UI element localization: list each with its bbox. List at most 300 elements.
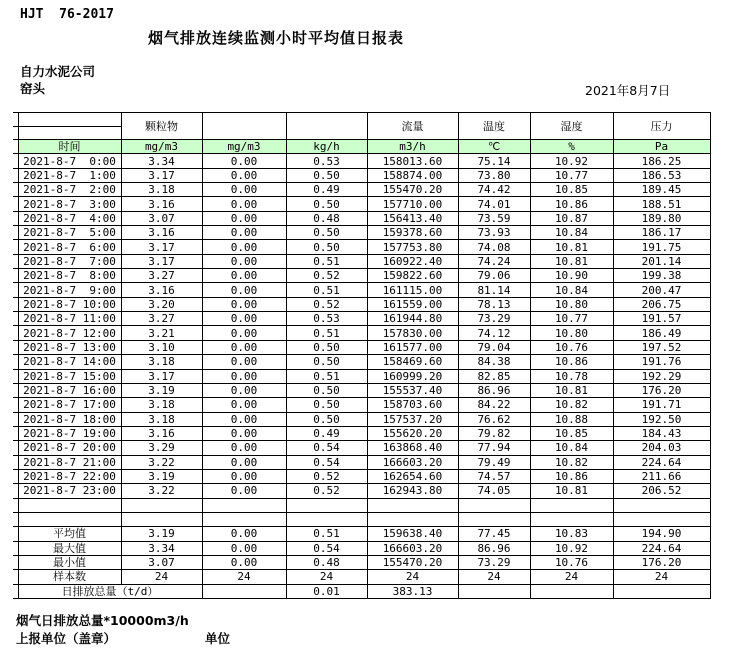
summary-value-cell: 24 [367, 570, 458, 584]
value-cell: 3.20 [121, 297, 202, 311]
table-row [13, 455, 710, 469]
time-cell: 2021-8-7 7:00 [18, 254, 121, 268]
corner-cell-bottom [18, 126, 121, 140]
col-header-temperature: 温度 [458, 113, 530, 140]
table-row [13, 340, 710, 354]
table-row [13, 469, 710, 483]
value-cell: 3.34 [121, 154, 202, 168]
time-cell: 2021-8-7 3:00 [18, 197, 121, 211]
value-cell: 75.14 [458, 154, 530, 168]
value-cell: 74.08 [458, 240, 530, 254]
spacer-row [13, 512, 710, 526]
summary-value-cell: 24 [286, 570, 367, 584]
value-cell: 192.50 [613, 412, 710, 426]
summary-value-cell: 0.51 [286, 527, 367, 541]
empty-cell [202, 584, 286, 598]
value-cell: 0.00 [202, 326, 286, 340]
value-cell: 0.50 [286, 197, 367, 211]
time-cell: 2021-8-7 10:00 [18, 297, 121, 311]
value-cell: 84.22 [458, 398, 530, 412]
value-cell: 0.00 [202, 340, 286, 354]
value-cell: 0.00 [202, 226, 286, 240]
value-cell: 204.03 [613, 441, 710, 455]
value-cell: 159822.60 [367, 269, 458, 283]
time-cell: 2021-8-7 6:00 [18, 240, 121, 254]
corner-cell-top [18, 113, 121, 127]
summary-value-cell: 194.90 [613, 527, 710, 541]
empty-cell [202, 498, 286, 512]
value-cell: 81.14 [458, 283, 530, 297]
daily-total-volume: 383.13 [367, 584, 458, 598]
unit-kg-h: kg/h [286, 140, 367, 154]
summary-label: 最大值 [18, 541, 121, 555]
value-cell: 0.52 [286, 297, 367, 311]
summary-value-cell: 10.76 [530, 555, 613, 569]
value-cell: 3.21 [121, 326, 202, 340]
value-cell: 0.00 [202, 412, 286, 426]
value-cell: 3.19 [121, 383, 202, 397]
value-cell: 79.49 [458, 455, 530, 469]
value-cell: 3.17 [121, 254, 202, 268]
value-cell: 3.17 [121, 168, 202, 182]
value-cell: 79.04 [458, 340, 530, 354]
emission-total-note: 烟气日排放总量*10000m3/h [16, 613, 189, 628]
value-cell: 84.38 [458, 355, 530, 369]
spacer-row [13, 498, 710, 512]
value-cell: 158469.60 [367, 355, 458, 369]
value-cell: 157753.80 [367, 240, 458, 254]
value-cell: 166603.20 [367, 455, 458, 469]
time-cell: 2021-8-7 17:00 [18, 398, 121, 412]
value-cell: 0.49 [286, 183, 367, 197]
empty-cell [121, 512, 202, 526]
summary-value-cell: 77.45 [458, 527, 530, 541]
summary-value-cell: 3.07 [121, 555, 202, 569]
summary-label: 最小值 [18, 555, 121, 569]
value-cell: 73.29 [458, 312, 530, 326]
time-column-header: 时间 [18, 140, 121, 154]
summary-value-cell: 0.54 [286, 541, 367, 555]
value-cell: 0.51 [286, 369, 367, 383]
col-header-flow: 流量 [367, 113, 458, 140]
value-cell: 10.81 [530, 484, 613, 498]
time-cell: 2021-8-7 16:00 [18, 383, 121, 397]
value-cell: 76.62 [458, 412, 530, 426]
value-cell: 0.00 [202, 183, 286, 197]
value-cell: 10.84 [530, 226, 613, 240]
table-row [13, 355, 710, 369]
value-cell: 189.45 [613, 183, 710, 197]
value-cell: 176.20 [613, 383, 710, 397]
summary-value-cell: 10.92 [530, 541, 613, 555]
value-cell: 10.86 [530, 355, 613, 369]
value-cell: 0.00 [202, 269, 286, 283]
value-cell: 0.00 [202, 168, 286, 182]
value-cell: 10.85 [530, 426, 613, 440]
value-cell: 10.76 [530, 340, 613, 354]
value-cell: 186.49 [613, 326, 710, 340]
value-cell: 73.59 [458, 211, 530, 225]
value-cell: 10.78 [530, 369, 613, 383]
time-cell: 2021-8-7 4:00 [18, 211, 121, 225]
col-header-blank-2 [286, 113, 367, 140]
summary-value-cell: 24 [613, 570, 710, 584]
value-cell: 0.54 [286, 455, 367, 469]
value-cell: 211.66 [613, 469, 710, 483]
value-cell: 0.00 [202, 383, 286, 397]
value-cell: 157537.20 [367, 412, 458, 426]
empty-cell [530, 584, 613, 598]
value-cell: 0.51 [286, 326, 367, 340]
time-cell: 2021-8-7 14:00 [18, 355, 121, 369]
value-cell: 159378.60 [367, 226, 458, 240]
value-cell: 161559.00 [367, 297, 458, 311]
value-cell: 0.51 [286, 283, 367, 297]
value-cell: 10.82 [530, 398, 613, 412]
value-cell: 10.80 [530, 297, 613, 311]
empty-cell [613, 584, 710, 598]
value-cell: 10.85 [530, 183, 613, 197]
summary-value-cell: 166603.20 [367, 541, 458, 555]
time-cell: 2021-8-7 15:00 [18, 369, 121, 383]
table-row [13, 297, 710, 311]
value-cell: 3.10 [121, 340, 202, 354]
value-cell: 3.17 [121, 369, 202, 383]
value-cell: 3.22 [121, 455, 202, 469]
value-cell: 160999.20 [367, 369, 458, 383]
page-title: 烟气排放连续监测小时平均值日报表 [148, 29, 405, 47]
value-cell: 74.12 [458, 326, 530, 340]
col-header-particulate: 颗粒物 [121, 113, 202, 140]
value-cell: 199.38 [613, 269, 710, 283]
value-cell: 186.25 [613, 154, 710, 168]
value-cell: 0.00 [202, 312, 286, 326]
table-row [13, 226, 710, 240]
value-cell: 224.64 [613, 455, 710, 469]
time-cell: 2021-8-7 8:00 [18, 269, 121, 283]
value-cell: 3.16 [121, 283, 202, 297]
value-cell: 0.00 [202, 369, 286, 383]
value-cell: 0.00 [202, 484, 286, 498]
value-cell: 186.53 [613, 168, 710, 182]
time-cell: 2021-8-7 2:00 [18, 183, 121, 197]
value-cell: 0.54 [286, 441, 367, 455]
value-cell: 10.92 [530, 154, 613, 168]
value-cell: 163868.40 [367, 441, 458, 455]
value-cell: 0.00 [202, 398, 286, 412]
value-cell: 0.52 [286, 469, 367, 483]
value-cell: 3.07 [121, 211, 202, 225]
value-cell: 161577.00 [367, 340, 458, 354]
value-cell: 191.57 [613, 312, 710, 326]
table-row [13, 441, 710, 455]
table-row [13, 183, 710, 197]
value-cell: 3.16 [121, 426, 202, 440]
value-cell: 3.16 [121, 197, 202, 211]
table-row [13, 369, 710, 383]
empty-cell [530, 498, 613, 512]
value-cell: 0.00 [202, 283, 286, 297]
table-row [13, 197, 710, 211]
value-cell: 158013.60 [367, 154, 458, 168]
value-cell: 161944.80 [367, 312, 458, 326]
summary-value-cell: 10.83 [530, 527, 613, 541]
value-cell: 186.17 [613, 226, 710, 240]
value-cell: 0.50 [286, 398, 367, 412]
value-cell: 0.50 [286, 240, 367, 254]
table-row [13, 283, 710, 297]
value-cell: 155620.20 [367, 426, 458, 440]
value-cell: 10.81 [530, 383, 613, 397]
summary-value-cell: 0.00 [202, 527, 286, 541]
value-cell: 10.82 [530, 455, 613, 469]
time-cell: 2021-8-7 19:00 [18, 426, 121, 440]
value-cell: 3.27 [121, 269, 202, 283]
value-cell: 10.87 [530, 211, 613, 225]
value-cell: 3.18 [121, 355, 202, 369]
empty-cell [530, 512, 613, 526]
value-cell: 184.43 [613, 426, 710, 440]
table-row [13, 484, 710, 498]
empty-cell [18, 512, 121, 526]
time-cell: 2021-8-7 23:00 [18, 484, 121, 498]
value-cell: 3.19 [121, 469, 202, 483]
value-cell: 74.05 [458, 484, 530, 498]
value-cell: 200.47 [613, 283, 710, 297]
empty-cell [286, 498, 367, 512]
value-cell: 79.06 [458, 269, 530, 283]
unit-pa: Pa [613, 140, 710, 154]
time-cell: 2021-8-7 9:00 [18, 283, 121, 297]
summary-value-cell: 73.29 [458, 555, 530, 569]
value-cell: 73.93 [458, 226, 530, 240]
summary-row [13, 541, 710, 555]
pollutant-header-row [13, 113, 710, 127]
col-header-blank-1 [202, 113, 286, 140]
value-cell: 82.85 [458, 369, 530, 383]
unit-percent: % [530, 140, 613, 154]
summary-value-cell: 24 [121, 570, 202, 584]
time-cell: 2021-8-7 20:00 [18, 441, 121, 455]
value-cell: 74.42 [458, 183, 530, 197]
summary-value-cell: 3.34 [121, 541, 202, 555]
value-cell: 158703.60 [367, 398, 458, 412]
report-date: 2021年8月7日 [585, 83, 671, 98]
value-cell: 0.00 [202, 455, 286, 469]
hourly-data-section [13, 154, 710, 498]
summary-row [13, 555, 710, 569]
empty-cell [458, 498, 530, 512]
empty-cell [121, 498, 202, 512]
value-cell: 74.01 [458, 197, 530, 211]
value-cell: 10.86 [530, 197, 613, 211]
daily-total-mass: 0.01 [286, 584, 367, 598]
value-cell: 10.81 [530, 254, 613, 268]
summary-value-cell: 24 [458, 570, 530, 584]
value-cell: 189.80 [613, 211, 710, 225]
value-cell: 3.18 [121, 183, 202, 197]
value-cell: 0.00 [202, 154, 286, 168]
value-cell: 0.00 [202, 355, 286, 369]
value-cell: 74.24 [458, 254, 530, 268]
value-cell: 0.00 [202, 211, 286, 225]
summary-value-cell: 159638.40 [367, 527, 458, 541]
summary-label: 平均值 [18, 527, 121, 541]
value-cell: 0.51 [286, 254, 367, 268]
time-cell: 2021-8-7 13:00 [18, 340, 121, 354]
value-cell: 10.84 [530, 283, 613, 297]
value-cell: 0.00 [202, 197, 286, 211]
value-cell: 191.75 [613, 240, 710, 254]
time-cell: 2021-8-7 1:00 [18, 168, 121, 182]
value-cell: 77.94 [458, 441, 530, 455]
value-cell: 3.18 [121, 412, 202, 426]
value-cell: 201.14 [613, 254, 710, 268]
value-cell: 206.75 [613, 297, 710, 311]
value-cell: 74.57 [458, 469, 530, 483]
value-cell: 191.71 [613, 398, 710, 412]
summary-value-cell: 24 [530, 570, 613, 584]
value-cell: 10.90 [530, 269, 613, 283]
daily-total-label: 日排放总量（t/d） [18, 584, 202, 598]
unit-mg-m3-a: mg/m3 [121, 140, 202, 154]
table-row [13, 211, 710, 225]
value-cell: 78.13 [458, 297, 530, 311]
empty-cell [286, 512, 367, 526]
table-row [13, 240, 710, 254]
value-cell: 0.50 [286, 412, 367, 426]
value-cell: 3.22 [121, 484, 202, 498]
value-cell: 0.53 [286, 154, 367, 168]
value-cell: 0.52 [286, 484, 367, 498]
table-row [13, 383, 710, 397]
value-cell: 0.49 [286, 426, 367, 440]
value-cell: 0.48 [286, 211, 367, 225]
daily-total-section [13, 584, 710, 598]
value-cell: 197.52 [613, 340, 710, 354]
time-cell: 2021-8-7 12:00 [18, 326, 121, 340]
table-row [13, 398, 710, 412]
unit-m3-h: m3/h [367, 140, 458, 154]
value-cell: 0.50 [286, 383, 367, 397]
value-cell: 73.80 [458, 168, 530, 182]
report-table [13, 112, 711, 599]
summary-row [13, 570, 710, 584]
value-cell: 0.50 [286, 168, 367, 182]
time-cell: 2021-8-7 5:00 [18, 226, 121, 240]
value-cell: 3.17 [121, 240, 202, 254]
empty-cell [367, 498, 458, 512]
empty-cell [613, 512, 710, 526]
summary-value-cell: 224.64 [613, 541, 710, 555]
company-name: 自力水泥公司 [20, 64, 96, 79]
time-cell: 2021-8-7 22:00 [18, 469, 121, 483]
summary-value-cell: 24 [202, 570, 286, 584]
value-cell: 0.50 [286, 355, 367, 369]
reporting-unit-label: 上报单位（盖章） [16, 631, 117, 646]
col-header-humidity: 湿度 [530, 113, 613, 140]
empty-cell [458, 584, 530, 598]
value-cell: 79.82 [458, 426, 530, 440]
value-cell: 10.81 [530, 240, 613, 254]
value-cell: 0.00 [202, 426, 286, 440]
table-row [13, 269, 710, 283]
table-row [13, 254, 710, 268]
value-cell: 10.77 [530, 312, 613, 326]
col-header-pressure: 压力 [613, 113, 710, 140]
time-cell: 2021-8-7 11:00 [18, 312, 121, 326]
table-row [13, 154, 710, 168]
summary-value-cell: 0.48 [286, 555, 367, 569]
value-cell: 157710.00 [367, 197, 458, 211]
value-cell: 3.27 [121, 312, 202, 326]
value-cell: 161115.00 [367, 283, 458, 297]
unit-header-row [13, 140, 710, 154]
value-cell: 0.00 [202, 469, 286, 483]
summary-value-cell: 3.19 [121, 527, 202, 541]
unit-label: 单位 [205, 631, 231, 646]
value-cell: 157830.00 [367, 326, 458, 340]
value-cell: 155470.20 [367, 183, 458, 197]
summary-row [13, 527, 710, 541]
table-row [13, 168, 710, 182]
value-cell: 0.00 [202, 254, 286, 268]
value-cell: 188.51 [613, 197, 710, 211]
value-cell: 10.88 [530, 412, 613, 426]
summary-section [13, 498, 710, 584]
empty-cell [613, 498, 710, 512]
empty-cell [367, 512, 458, 526]
value-cell: 10.77 [530, 168, 613, 182]
value-cell: 10.86 [530, 469, 613, 483]
empty-cell [202, 512, 286, 526]
value-cell: 160922.40 [367, 254, 458, 268]
value-cell: 155537.40 [367, 383, 458, 397]
value-cell: 10.84 [530, 441, 613, 455]
empty-cell [18, 498, 121, 512]
value-cell: 3.29 [121, 441, 202, 455]
value-cell: 86.96 [458, 383, 530, 397]
table-row [13, 326, 710, 340]
summary-value-cell: 155470.20 [367, 555, 458, 569]
time-cell: 2021-8-7 0:00 [18, 154, 121, 168]
value-cell: 10.80 [530, 326, 613, 340]
table-row [13, 312, 710, 326]
header-section [13, 113, 710, 154]
value-cell: 0.00 [202, 297, 286, 311]
value-cell: 206.52 [613, 484, 710, 498]
daily-total-row [13, 584, 710, 598]
unit-celsius: ℃ [458, 140, 530, 154]
value-cell: 0.50 [286, 226, 367, 240]
summary-value-cell: 0.00 [202, 555, 286, 569]
value-cell: 3.16 [121, 226, 202, 240]
monitoring-point: 窑头 [20, 81, 46, 96]
value-cell: 0.52 [286, 269, 367, 283]
value-cell: 192.29 [613, 369, 710, 383]
value-cell: 0.00 [202, 240, 286, 254]
summary-value-cell: 86.96 [458, 541, 530, 555]
unit-mg-m3-b: mg/m3 [202, 140, 286, 154]
value-cell: 3.18 [121, 398, 202, 412]
standard-number: HJT 76-2017 [20, 7, 114, 22]
value-cell: 0.50 [286, 340, 367, 354]
empty-cell [458, 512, 530, 526]
table-row [13, 412, 710, 426]
value-cell: 158874.00 [367, 168, 458, 182]
summary-value-cell: 176.20 [613, 555, 710, 569]
value-cell: 156413.40 [367, 211, 458, 225]
